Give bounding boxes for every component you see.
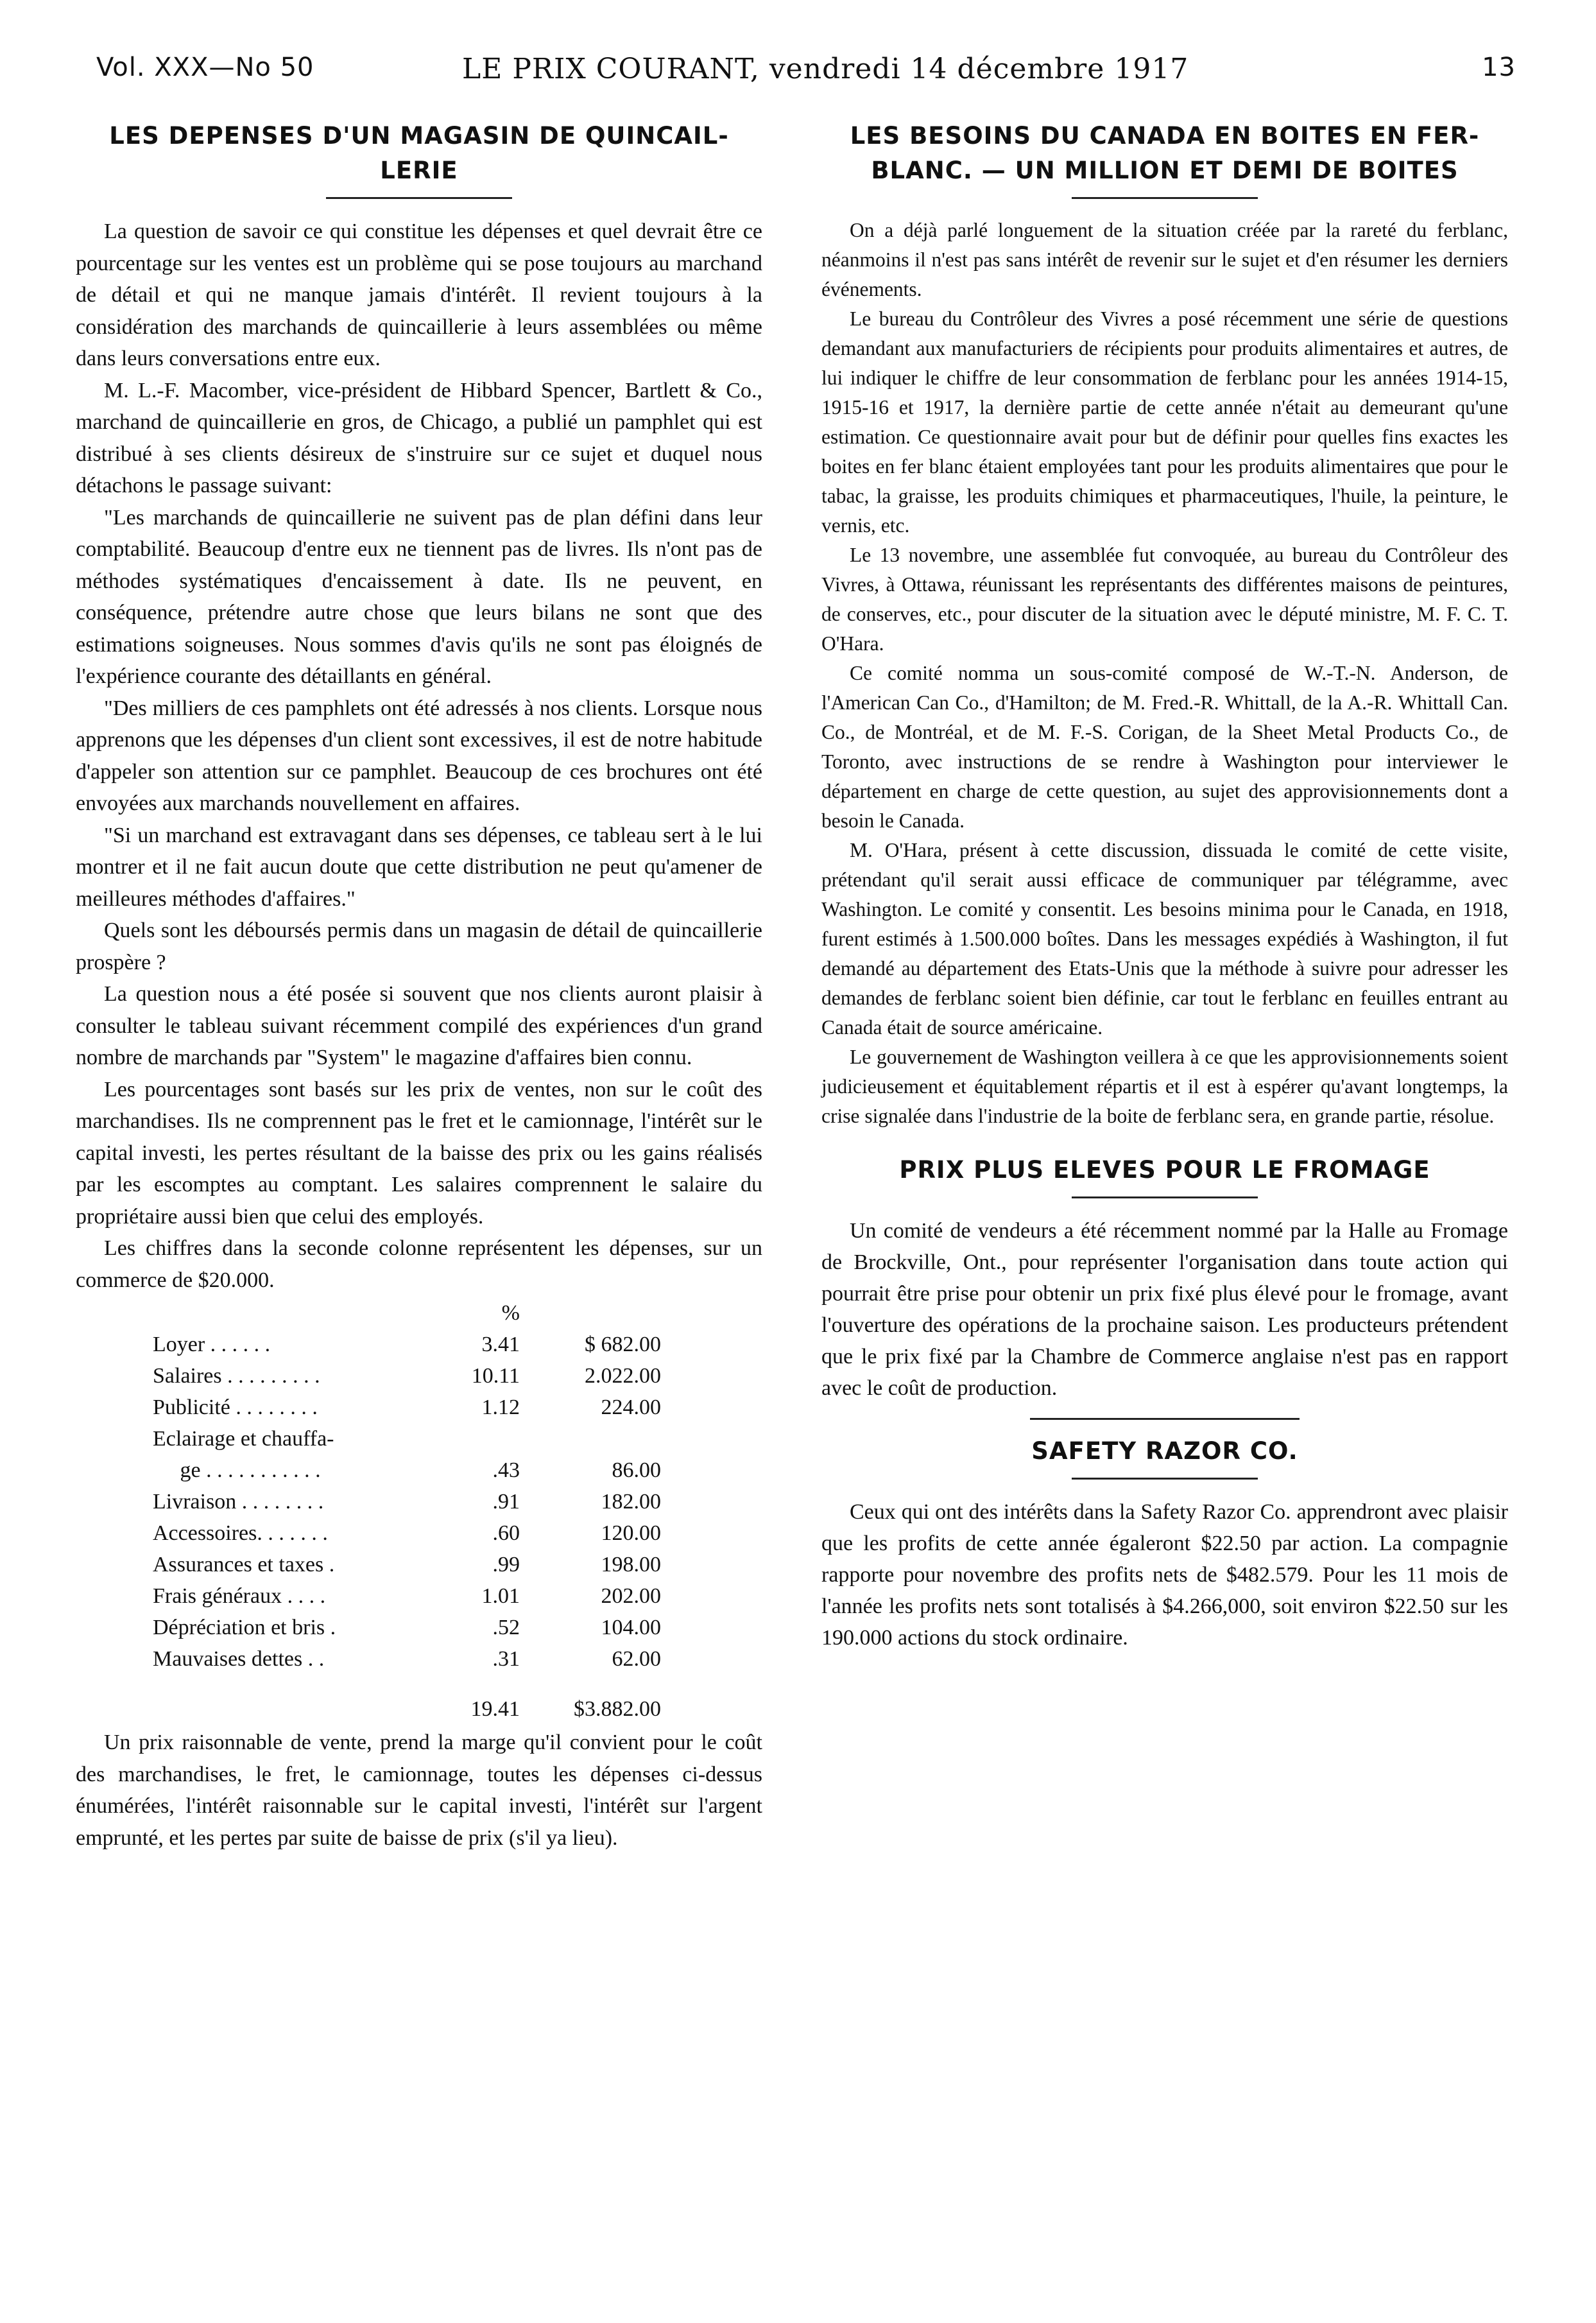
table-row: [153, 1485, 661, 1517]
row-label: Loyer . . . . . .: [153, 1333, 271, 1356]
row-amount: 104.00: [601, 1616, 661, 1639]
paragraph: Ce comité nomma un sous-comité composé de W.-T.-N. Anderson, de l'American Can Co., d'Hamilton; de M. Fred.-R. Whittall, de la A.-R. Whittall Can. Co., de Montréal, et de M. F.-S. Corigan, de la Sheet Metal Products Co., de Toronto, avec instructions de se rendre à Washington pour interviewer le département en charge de cette question, au sujet des approvisionnements dont a besoin le Canada.: [821, 662, 1508, 832]
total-amount: $3.882.00: [574, 1697, 661, 1721]
article-title-safety-razor: SAFETY RAZOR CO.: [1031, 1437, 1298, 1465]
row-amount: 224.00: [601, 1395, 661, 1419]
publication-title: LE PRIX COURANT, vendredi 14 décembre 1917: [462, 53, 1189, 85]
paragraph: On a déjà parlé longuement de la situation créée par la rareté du ferblanc, néanmoins il n'est pas sans intérêt de revenir sur le sujet et d'en résumer les derniers événements.: [821, 219, 1508, 300]
row-label: Publicité . . . . . . . .: [153, 1395, 318, 1419]
table-row: [153, 1391, 661, 1422]
title-rule: [1072, 1196, 1258, 1198]
paragraph: Les pourcentages sont basés sur les prix de ventes, non sur le coût des marchandises. Ils ne comprennent pas le fret et le camionnage, l'intérêt sur le capital investi, les pertes résultant de la baisse des prix ou les gains réalisés par les escomptes au comptant. Les salaires comprennent le salaire du propriétaire aussi bien que celui des employés.: [76, 1077, 762, 1229]
article-title-fromage: PRIX PLUS ELEVES POUR LE FROMAGE: [899, 1156, 1430, 1184]
article-title-depenses: [76, 119, 762, 188]
row-amount: 86.00: [612, 1458, 661, 1482]
row-label: ge . . . . . . . . . . .: [153, 1458, 321, 1482]
title-rule: [326, 197, 512, 199]
table-total-row: [153, 1674, 661, 1724]
row-amount: [520, 1422, 661, 1454]
page-header: [96, 46, 1516, 98]
paragraph: Un comité de vendeurs a été récemment nommé par la Halle au Fromage de Brockville, Ont., pour représenter l'organisation dans toute action qui pourrait être prise pour obtenir un prix fixé plus élevé pour le fromage, avant l'ouverture des opérations de la prochaine saison. Les producteurs prétendent que le prix fixé par la Chambre de Commerce anglaise n'est pas en rapport avec le coût de production.: [821, 1219, 1508, 1400]
table-row: [153, 1422, 661, 1454]
paragraph: Un prix raisonnable de vente, prend la marge qu'il convient pour le coût des marchandises, le fret, le camionnage, toutes les dépenses ci-dessus énumérées, l'intérêt raisonnable sur le capital investi, l'intérêt sur l'argent emprunté, et les pertes par suite de baisse de prix (s'il ya lieu).: [76, 1731, 762, 1850]
paragraph: La question nous a été posée si souvent que nos clients auront plaisir à consulter le tableau suivant récemment compilé des expériences d'un grand nombre de marchands par "System" le magazine d'affaires bien connu.: [76, 982, 762, 1069]
table-row: [153, 1580, 661, 1611]
row-amount: 120.00: [601, 1521, 661, 1545]
row-pct: 10.11: [471, 1364, 520, 1388]
paragraph: Quels sont les déboursés permis dans un magasin de détail de quincaillerie prospère ?: [76, 919, 762, 974]
row-pct: .91: [492, 1490, 520, 1514]
paragraph: La question de savoir ce qui constitue les dépenses et quel devrait être ce pourcentage sur les ventes est un problème qui se pose toujours au marchand de détail et qui ne manque jamais d'intérêt. Il revient toujours à la considération des marchands de quincaillerie à leurs assemblées ou même dans leurs conversations entre eux.: [76, 220, 762, 370]
row-amount: 2.022.00: [585, 1364, 661, 1388]
row-pct: .99: [492, 1553, 520, 1576]
row-label: Accessoires. . . . . . .: [153, 1521, 328, 1545]
title-rule: [1072, 1478, 1258, 1480]
row-label: Assurances et taxes .: [153, 1553, 335, 1576]
row-amount: 198.00: [601, 1553, 661, 1576]
paragraph: "Des milliers de ces pamphlets ont été adressés à nos clients. Lorsque nous apprenons que les dépenses d'un client sont excessives, il est de notre habitude d'appeler son attention sur ce pamphlet. Beaucoup de ces brochures ont été envoyées aux marchands nouvellement en affaires.: [76, 696, 762, 815]
paragraph: M. L.-F. Macomber, vice-président de Hibbard Spencer, Bartlett & Co., marchand de quincaillerie en gros, de Chicago, a publié un pamphlet qui est distribué à ses clients désireux de s'instruire sur ce sujet et duquel nous détachons le passage suivant:: [76, 378, 762, 497]
pct-header: %: [501, 1301, 520, 1325]
row-label: Frais généraux . . . .: [153, 1584, 326, 1608]
paragraph: "Si un marchand est extravagant dans ses dépenses, ce tableau sert à le lui montrer et il ne fait aucun doute que cette distribution ne peut qu'amener de meilleures méthodes d'affaires.": [76, 823, 762, 911]
row-pct: 3.41: [481, 1333, 520, 1356]
table-row: [153, 1643, 661, 1674]
row-pct: .43: [492, 1458, 520, 1482]
paragraph: Les chiffres dans la seconde colonne représentent les dépenses, sur un commerce de $20.000.: [76, 1236, 762, 1292]
table-row: [153, 1454, 661, 1485]
expense-table: [153, 1299, 661, 1724]
row-amount: 182.00: [601, 1490, 661, 1514]
row-amount: 202.00: [601, 1584, 661, 1608]
right-column: [821, 119, 1508, 1654]
row-label: Salaires . . . . . . . . .: [153, 1364, 320, 1388]
total-pct: 19.41: [470, 1697, 520, 1721]
row-label: Livraison . . . . . . . .: [153, 1490, 324, 1514]
paragraph: M. O'Hara, présent à cette discussion, dissuada le comité de cette visite, prétendant qu'il serait aussi efficace de communiquer par télégramme, avec Washington. Le comité y consentit. Les besoins minima pour le Canada, en 1918, furent estimés à 1.500.000 boîtes. Dans les messages expédiés à Washington, il fut demandé au département des Etats-Unis que la méthode à suivre pour adresser les demandes de ferblanc soient bien définie, car tout le ferblanc en feuilles entrant au Canada était de source américaine.: [821, 839, 1508, 1039]
table-row: [153, 1328, 661, 1360]
table-row: [153, 1611, 661, 1643]
row-pct: .52: [492, 1616, 520, 1639]
cheese-article: [821, 1153, 1508, 1420]
table-row: [153, 1548, 661, 1580]
paragraph: Ceux qui ont des intérêts dans la Safety Razor Co. apprendront avec plaisir que les profits de cette année égaleront $22.50 par action. La compagnie rapporte pour novembre des profits nets de $482.579. Pour les 11 mois de l'année les profits nets sont totalisés à $4.266,000, soit environ $22.50 sur les 190.000 actions du stock ordinaire.: [821, 1500, 1508, 1650]
table-row: [153, 1517, 661, 1548]
paragraph: Le 13 novembre, une assemblée fut convoquée, au bureau du Contrôleur des Vivres, à Ottawa, réunissant les représentants des différentes maisons de peintures, de conserves, etc., pour discuter de la situation avec le député ministre, M. F. C. T. O'Hara.: [821, 544, 1508, 655]
page-number: 13: [1482, 53, 1516, 82]
row-label: Mauvaises dettes . .: [153, 1647, 325, 1671]
row-pct: [430, 1422, 520, 1454]
article-title-line2: LERIE: [380, 157, 458, 184]
table-header-row: [153, 1299, 661, 1328]
row-pct: .60: [492, 1521, 520, 1545]
row-label: Eclairage et chauffa-: [153, 1427, 334, 1451]
paragraph: Le bureau du Contrôleur des Vivres a posé récemment une série de questions demandant aux manufacturiers de récipients pour produits alimentaires et autres, de lui indiquer le chiffre de leur consommation de ferblanc pour les années 1914-15, 1915-16 et 1917, la dernière partie de cette année n'était au demeurant qu'une estimation. Ce questionnaire avait pour but de définir pour quelles fins exactes les boites en fer blanc étaient employées tant pour les produits alimentaires que pour le tabac, la graisse, les produits chimiques et pharmaceutiques, l'huile, la peinture, le vernis, etc.: [821, 307, 1508, 537]
table-row: [153, 1360, 661, 1391]
razor-article: [821, 1434, 1508, 1654]
row-pct: 1.01: [481, 1584, 520, 1608]
paragraph: "Les marchands de quincaillerie ne suivent pas de plan défini dans leur comptabilité. Beaucoup d'entre eux ne tiennent pas de livres. Ils n'ont pas de méthodes systématiques d'encaissement à date. Ils ne peuvent, en conséquence, prétendre autre chose que leurs bilans ne sont que des estimations soigneuses. Nous sommes d'avis qu'ils ne sont pas éloignés de l'expérience courante des détaillants en général.: [76, 505, 762, 688]
row-pct: 1.12: [481, 1395, 520, 1419]
volume-number: Vol. XXX—No 50: [96, 53, 314, 82]
paragraph: Le gouvernement de Washington veillera à ce que les approvisionnements soient judicieusement et équitablement répartis et il est à espérer qu'avant longtemps, la crise signalée dans l'industrie de la boite de ferblanc sera, en grande partie, résolue.: [821, 1046, 1508, 1127]
row-pct: .31: [492, 1647, 520, 1671]
title-rule: [1072, 197, 1258, 199]
article-title-boites: LES BESOINS DU CANADA EN BOITES EN FER-BLANC. — UN MILLION ET DEMI DE BOITES: [850, 122, 1480, 184]
row-amount: $ 682.00: [585, 1333, 661, 1356]
row-label: Dépréciation et bris .: [153, 1616, 336, 1639]
section-rule: [1030, 1418, 1300, 1420]
left-column: [76, 119, 762, 1854]
row-amount: 62.00: [612, 1647, 661, 1671]
article-title-line1: LES DEPENSES D'UN MAGASIN DE QUINCAIL-: [109, 122, 729, 150]
